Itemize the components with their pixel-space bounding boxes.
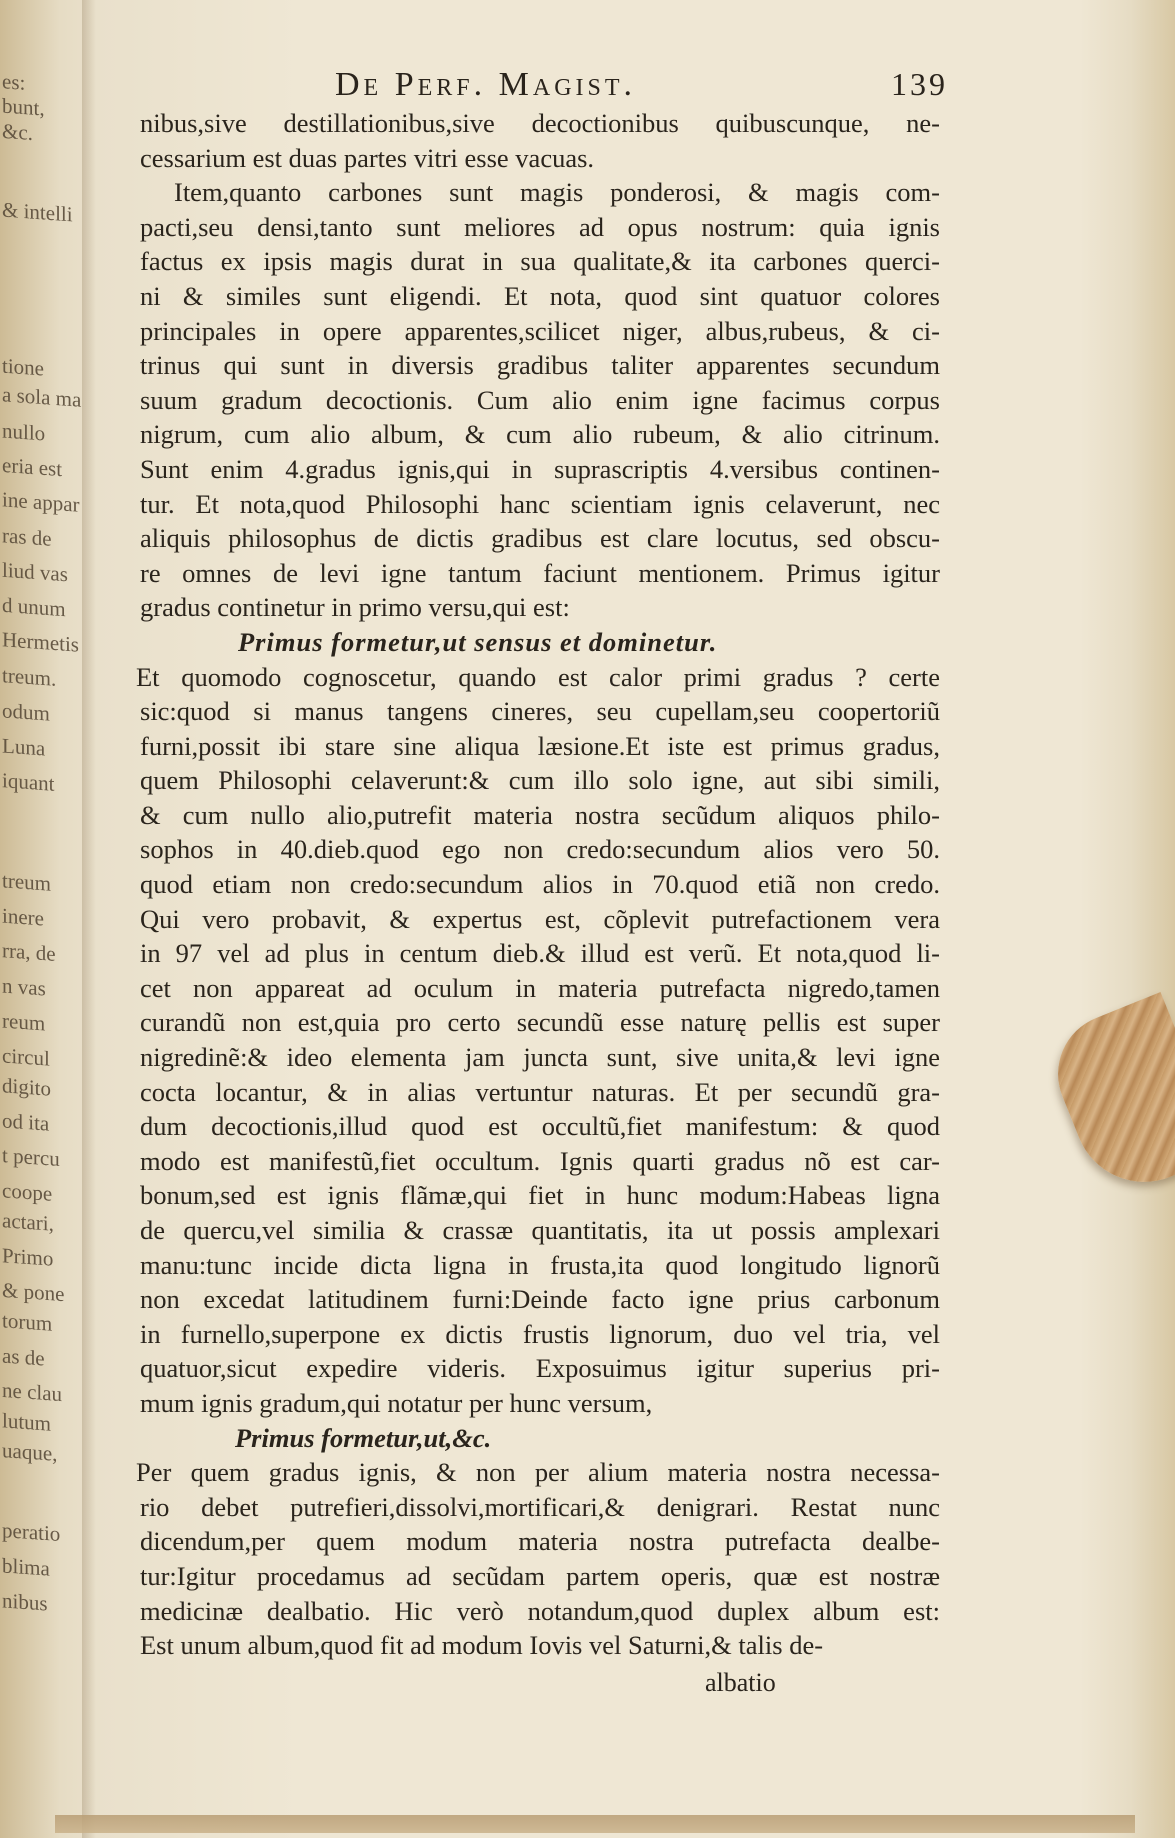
verse-line: Primus formetur,ut sensus et dominetur. [238,626,718,657]
facing-page-fragment: &c. [2,118,33,146]
facing-page-fragment: tione [2,353,44,381]
text-line: nigrum, cum alio album, & cum alio rubeum, & alio citrinum. [140,419,940,450]
text-line: & cum nullo alio,putrefit materia nostra secũdum aliquos philo- [140,799,940,830]
facing-page-fragment: ne clau [2,1377,63,1407]
text-line: tur:Igitur procedamus ad secũdam partem operis, quæ est nostræ [140,1560,940,1591]
facing-page-fragment: lutum [2,1408,52,1436]
facing-page-fragment: & intelli [2,197,73,227]
text-line: gradus continetur in primo versu,qui est: [140,592,570,623]
text-line: trinus qui sunt in diversis gradibus taliter apparentes secundum [140,350,940,381]
text-line: nigredinẽ:& ideo elementa jam juncta sunt, sive unita,& levi igne [140,1042,940,1073]
book-gutter [82,0,96,1838]
facing-page-fragment: iquant [2,768,55,796]
facing-page-fragment: liud vas [2,557,68,587]
facing-page-fragment: digito [2,1073,52,1101]
facing-page-fragment: peratio [2,1517,61,1547]
page-number: 139 [891,66,948,102]
body-text [136,106,940,1663]
facing-page-fragment: bunt, [2,93,45,121]
text-line: cet non appareat ad oculum in materia putrefacta nigredo,tamen [140,972,940,1003]
text-line: cocta locantur, & in alias vertuntur naturas. Et per secundũ gra- [140,1076,940,1107]
page-text-block [136,66,948,1663]
facing-page-fragment: & pone [2,1277,65,1307]
facing-page-fragment: blima [2,1553,50,1581]
catchword: albatio [705,1668,776,1697]
text-line: dicendum,per quem modum materia nostra putrefacta dealbe- [140,1526,940,1557]
text-line: cessarium est duas partes vitri esse vacuas. [140,142,595,173]
text-line: de quercu,vel similia & crassæ quantitatis, ita ut possis amplexari [140,1215,940,1245]
text-line: manu:tunc incide dicta ligna in frusta,ita quod longitudo lignorũ [140,1249,940,1280]
text-line: re omnes de levi igne tantum faciunt mentionem. Primus igitur [140,557,940,588]
text-line: in furnello,superpone ex dictis frustis lignorum, duo vel tria, vel [140,1318,940,1349]
text-line: factus ex ipsis magis durat in sua qualitate,& ita carbones querci- [140,246,940,277]
facing-page-fragment: circul [2,1043,50,1071]
facing-page-fragment: treum. [2,663,57,691]
text-line: pacti,seu densi,tanto sunt meliores ad opus nostrum: quia ignis [140,211,940,242]
text-line: Per quem gradus ignis, & non per alium materia nostra necessa- [136,1457,940,1488]
text-line: quem Philosophi celaverunt:& cum illo solo igne, aut sibi simili, [140,765,940,796]
facing-page-fragment: ras de [2,523,52,551]
text-line: mum ignis gradum,qui notatur per hunc versum, [140,1387,653,1418]
facing-page-fragment: eria est [2,452,63,482]
facing-page-fragment: Hermetis [2,627,79,657]
facing-page-fragment: uaque, [2,1438,58,1466]
text-line: bonum,sed est ignis flãmæ,qui fiet in hunc modum:Habeas ligna [140,1180,940,1211]
text-line: quod etiam non credo:secundum alios in 70.quod etiã non credo. [140,869,940,900]
text-line: medicinæ dealbatio. Hic verò notandum,quod duplex album est: [140,1595,940,1626]
text-line: principales in opere apparentes,scilicet niger, albus,rubeus, & ci- [140,315,940,346]
facing-page-fragment: od ita [2,1108,50,1136]
facing-page-fragment: inere [2,903,44,931]
running-head [140,66,948,106]
text-line: furni,possit ibi stare sine aliqua læsione.Et iste est primus gradus, [140,730,940,761]
text-line: Qui vero probavit, & expertus est, cõplevit putrefactionem vera [140,903,940,934]
text-line: in 97 vel ad plus in centum dieb.& illud est verũ. Et nota,quod li- [140,938,940,969]
text-line: ni & similes sunt eligendi. Et nota, quod sint quatuor colores [140,280,940,311]
text-line: Item,quanto carbones sunt magis ponderosi, & magis com- [174,177,940,208]
facing-page-fragment: rra, de [2,938,56,966]
facing-page-fragment: a sola ma [2,382,82,412]
text-line: rio debet putrefieri,dissolvi,mortificari,& denigrari. Restat nunc [140,1491,940,1522]
verse-line: Primus formetur,ut,&c. [235,1422,492,1453]
facing-page-fragment: odum [2,698,50,726]
text-line: suum gradum decoctionis. Cum alio enim igne facimus corpus [140,384,940,415]
text-line: Est unum album,quod fit ad modum Iovis vel Saturni,& talis de- [140,1630,824,1661]
running-title: De Perf. Magist. [335,66,637,103]
facing-page-fragment: torum [2,1308,53,1336]
facing-page-fragment: ine appar [2,487,80,517]
text-line: aliquis philosophus de dictis gradibus est clare locutus, sed obscu- [140,523,940,554]
text-line: Et quomodo cognoscetur, quando est calor primi gradus ? certe [136,661,940,692]
text-line: nibus,sive destillationibus,sive decoctionibus quibuscunque, ne- [140,108,940,138]
facing-page-fragment: as de [2,1343,45,1371]
facing-page-fragment: actari, [2,1208,54,1236]
text-line: sic:quod si manus tangens cineres, seu cupellam,seu coopertoriũ [140,696,940,727]
facing-page-fragment: es: [2,69,26,95]
facing-page-fragment: treum [2,868,51,896]
facing-page-fragment: t percu [2,1142,60,1172]
facing-page-fragment: nullo [2,418,46,446]
facing-page-fragment: d unum [2,592,66,622]
facing-page-fragment: reum [2,1008,46,1036]
text-line: curandũ non est,quia pro certo secundũ esse naturę pellis est super [140,1007,940,1038]
facing-page-fragment: Luna [2,733,46,761]
text-line: non excedat latitudinem furni:Deinde facto igne prius carbonum [140,1284,940,1315]
text-line: Sunt enim 4.gradus ignis,qui in suprascriptis 4.versibus continen- [140,453,940,484]
text-line: modo est manifestũ,fiet occultum. Ignis quarti gradus nõ est car- [140,1145,940,1176]
facing-page-fragment: Primo [2,1243,54,1271]
facing-page-margin [0,0,82,1838]
text-line: sophos in 40.dieb.quod ego non credo:secundum alios vero 50. [140,834,940,865]
page-bottom-edge [55,1815,1135,1833]
text-line: tur. Et nota,quod Philosophi hanc scientiam ignis celaverunt, nec [140,488,940,519]
text-line: quatuor,sicut expedire videris. Exposuimus igitur superius pri- [140,1353,940,1384]
facing-page-fragment: coope [2,1178,53,1206]
text-line: dum decoctionis,illud quod est occultũ,fiet manifestum: & quod [140,1111,940,1142]
facing-page-fragment: nibus [2,1588,48,1616]
facing-page-fragment: n vas [2,973,46,1001]
